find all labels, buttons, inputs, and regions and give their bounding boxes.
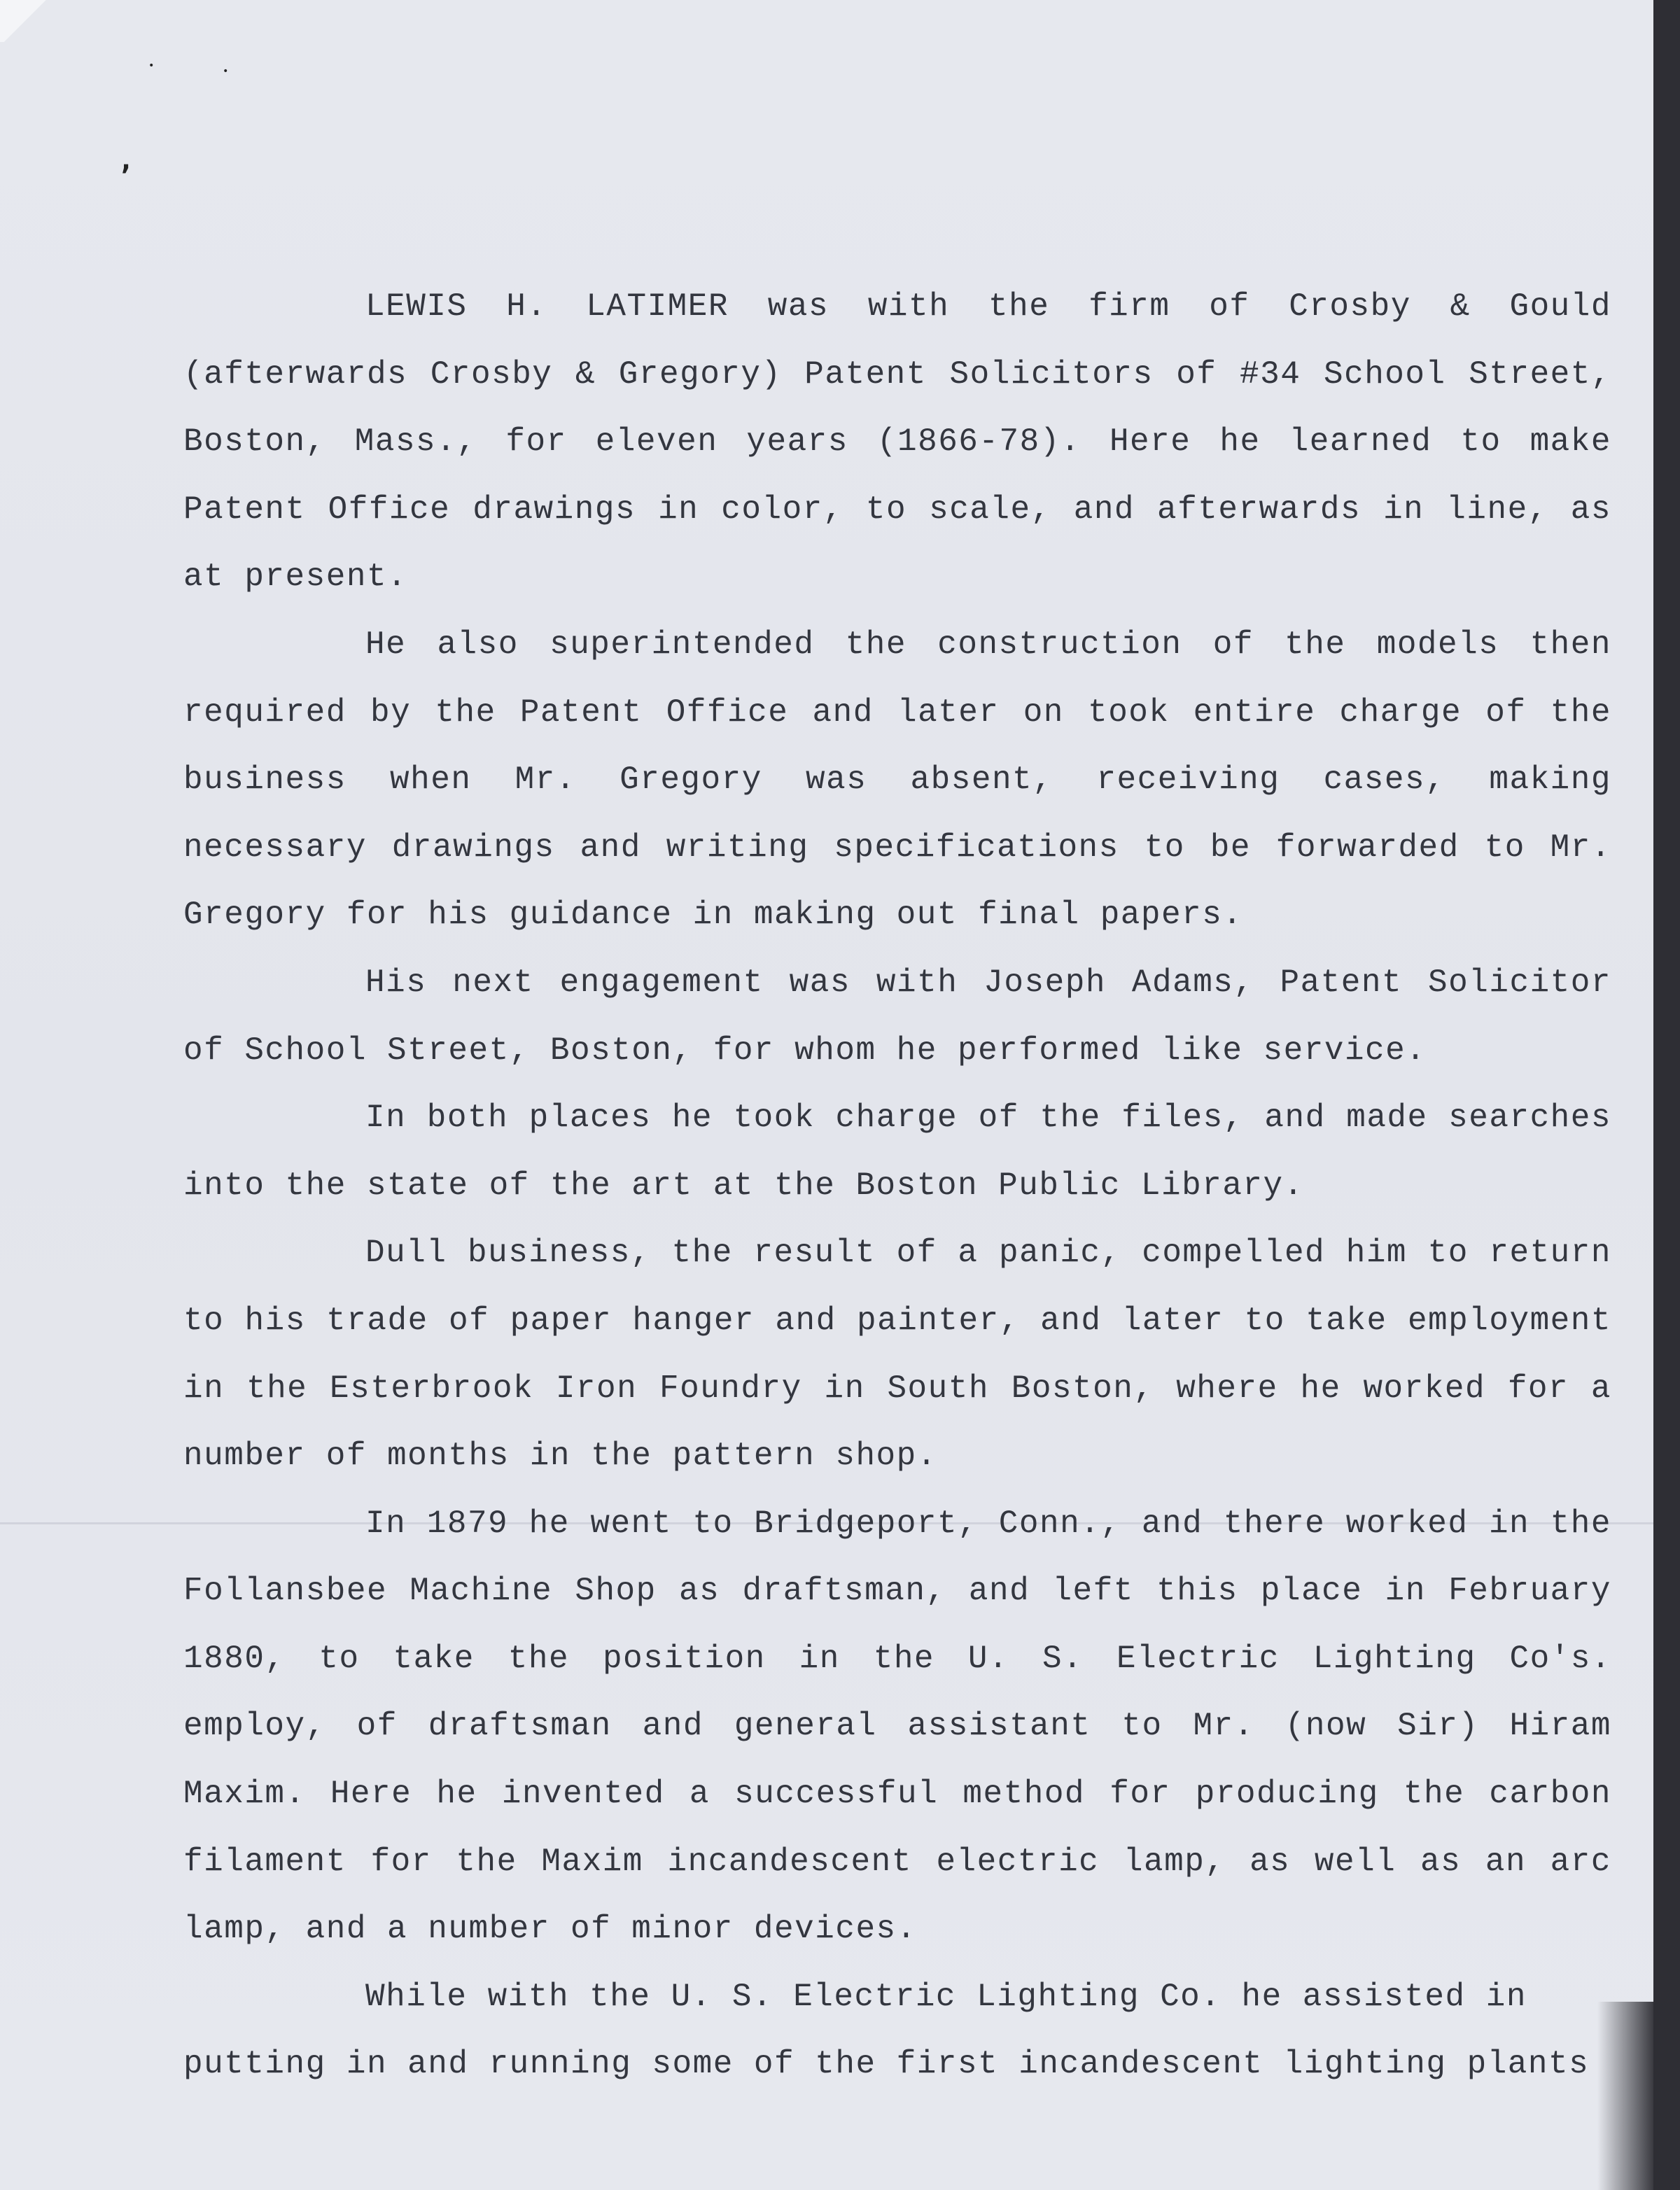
paragraph: While with the U. S. Electric Lighting Co. he assisted in putting in and running some of the first incandescent lighting plants	[183, 1978, 1590, 2083]
scan-edge-shadow	[1597, 2002, 1653, 2190]
paragraph: In both places he took charge of the files, and made searches into the state of the art at the Boston Public Library.	[183, 1100, 1611, 1204]
stray-dot-mark: •	[148, 60, 155, 71]
paragraph: LEWIS H. LATIMER was with the firm of Crosby & Gould (afterwards Crosby & Gregory) Patent Solicitors of #34 School Street, Boston, Mass., for eleven years (1866-78). Here he learned to make Patent Office drawings in color, to scale, and afterwards in line, as at present.	[183, 288, 1611, 596]
paragraph: In 1879 he went to Bridgeport, Conn., and there worked in the Follansbee Machine Shop as draftsman, and left this place in February 1880, to take the position in the U. S. Electric Lighting Co's. employ, of draftsman and general assistant to Mr. (now Sir) Hiram Maxim. Here he invented a successful method for producing the carbon filament for the Maxim incandescent electric lamp, as well as an arc lamp, and a number of minor devices.	[183, 1505, 1611, 1948]
stray-ink-mark: ,	[118, 144, 135, 176]
paragraph: He also superintended the construction of the models then required by the Patent Office and later on took entire charge of the business when Mr. Gregory was absent, receiving cases, making necessary drawings and writing specifications to be forwarded to Mr. Gregory for his guidance in making out final papers.	[183, 626, 1611, 934]
scan-edge-background	[1653, 0, 1680, 2190]
paragraph: Dull business, the result of a panic, compelled him to return to his trade of paper hanger and painter, and later to take employment in the Esterbrook Iron Foundry in South Boston, where he worked for a number of months in the pattern shop.	[183, 1235, 1611, 1475]
document-body	[183, 273, 1611, 2098]
stray-dot-mark: •	[223, 66, 229, 77]
folded-corner	[0, 0, 49, 42]
paragraph: His next engagement was with Joseph Adams, Patent Solicitor of School Street, Boston, for whom he performed like service.	[183, 964, 1611, 1069]
